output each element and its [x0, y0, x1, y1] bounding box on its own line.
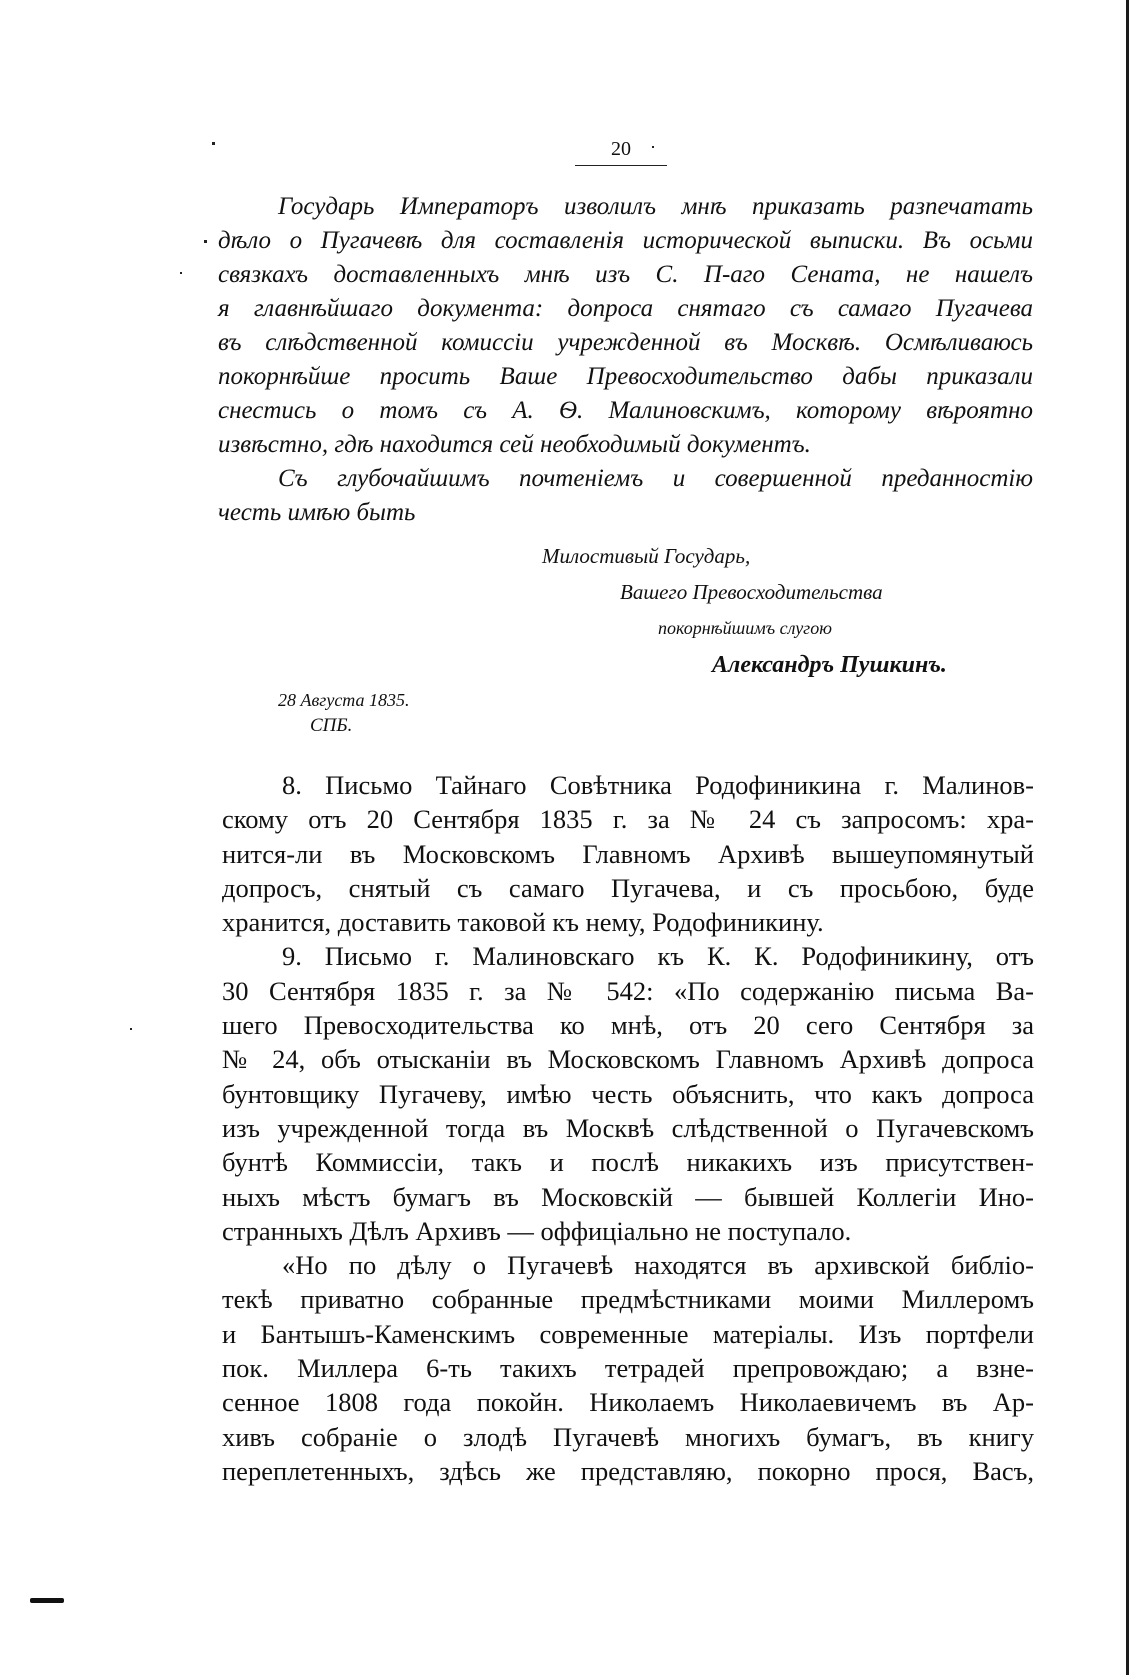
body-line: допросъ, снятый съ самаго Пугачева, и съ просьбою, буде — [222, 872, 1034, 903]
scan-speck — [180, 272, 182, 274]
scan-speck — [212, 142, 215, 145]
letter-line: снестись о томъ съ А. Ѳ. Малиновскимъ, которому вѣроятно — [218, 397, 1033, 424]
body-line: 30 Сентября 1835 г. за № 542: «По содержанію письма Ва- — [222, 975, 1034, 1006]
body-line: бунтовщику Пугачеву, имѣю честь объяснить, что какъ допроса — [222, 1078, 1034, 1109]
letter-line: дѣло о Пугачевѣ для составленія исторической выписки. Въ осьми — [218, 227, 1033, 254]
letter-line: я главнѣйшаго документа: допроса снятаго съ самаго Пугачева — [218, 295, 1033, 322]
scan-edge — [1126, 0, 1129, 1675]
letter-place: СПБ. — [310, 715, 353, 736]
body-line: ныхъ мѣстъ бумагъ въ Московскій — бывшей Коллегіи Ино- — [222, 1181, 1034, 1212]
body-line: шего Превосходительства ко мнѣ, отъ 20 сего Сентября за — [222, 1010, 1034, 1041]
body-line: 8. Письмо Тайнаго Совѣтника Родофиникина г. Малинов- — [282, 770, 1034, 800]
body-line: хивъ собраніе о злодѣ Пугачевѣ многихъ бумагъ, въ книгу — [222, 1421, 1034, 1452]
body-line: переплетенныхъ, здѣсь же представляю, покорно прося, Васъ, — [222, 1455, 1034, 1486]
body-line: скому отъ 20 Сентября 1835 г. за № 24 съ запросомъ: хра- — [222, 804, 1034, 835]
body-text — [222, 768, 1034, 1488]
letter-line: честь имѣю быть — [218, 499, 416, 526]
body-line: изъ учрежденной тогда въ Москвѣ слѣдственной о Пугачевскомъ — [222, 1112, 1034, 1143]
letter-salutation: Милостивый Государь, — [542, 544, 751, 568]
body-line: «Но по дѣлу о Пугачевѣ находятся въ архивской библіо- — [282, 1250, 1034, 1281]
body-line: № 24, объ отысканіи въ Московскомъ Главномъ Архивѣ допроса — [222, 1044, 1034, 1075]
body-line: нится-ли въ Московскомъ Главномъ Архивѣ вышеупомянутый — [222, 838, 1034, 869]
body-line: хранится, доставить таковой къ нему, Родофиникину. — [222, 907, 824, 938]
body-line: текѣ приватно собранные предмѣстниками моими Миллеромъ — [222, 1284, 1034, 1315]
letter-line: извѣстно, гдѣ находится сей необходимый документъ. — [218, 431, 811, 458]
body-line: пок. Миллера 6-ть такихъ тетрадей препровождаю; а взне- — [222, 1353, 1034, 1384]
letter-date: 28 Августа 1835. — [278, 690, 410, 710]
letter-line: Государь Императоръ изволилъ мнѣ приказать разпечатать — [278, 193, 1033, 220]
letter-line: въ слѣдственной комиссіи учрежденной въ Москвѣ. Осмѣливаюсь — [218, 329, 1033, 356]
body-line: бунтѣ Коммиссіи, такъ и послѣ никакихъ изъ присутствен- — [222, 1147, 1034, 1178]
scan-speck — [130, 1028, 132, 1030]
page-number: 20 — [575, 138, 667, 166]
letter-line: покорнѣйше просить Ваше Превосходительство дабы приказали — [218, 363, 1033, 390]
scan-speck — [204, 240, 207, 243]
letter-line: связкахъ доставленныхъ мнѣ изъ С. П-аго Сената, не нашелъ — [218, 261, 1033, 288]
letter-servant: покорнѣйшимъ слугою — [658, 618, 832, 638]
scan-speck — [652, 146, 654, 148]
pushkin-letter — [218, 190, 1033, 530]
body-line: сенное 1808 года покойн. Николаемъ Николаевичемъ въ Ар- — [222, 1387, 1034, 1418]
letter-line: Съ глубочайшимъ почтеніемъ и совершенной преданностію — [278, 465, 1033, 492]
body-line: 9. Письмо г. Малиновскаго къ К. К. Родофиникину, отъ — [282, 941, 1034, 972]
letter-title: Вашего Превосходительства — [620, 580, 883, 604]
letter-signature: Александръ Пушкинъ. — [712, 652, 947, 678]
body-line: и Бантышъ-Каменскимъ современные матеріалы. Изъ портфели — [222, 1318, 1034, 1349]
body-line: странныхъ Дѣлъ Архивъ — оффиціально не поступало. — [222, 1215, 852, 1246]
scan-mark — [30, 1598, 64, 1603]
